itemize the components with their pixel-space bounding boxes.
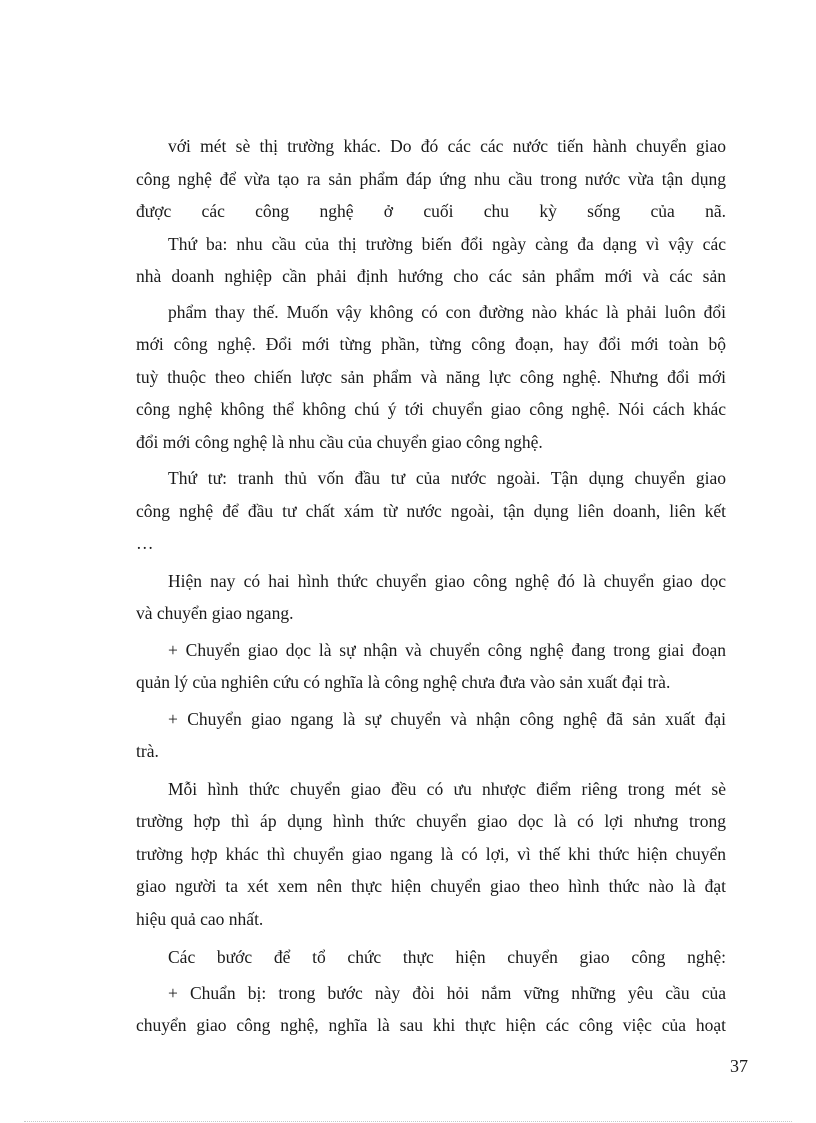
text-line: Thứ tư: tranh thủ vốn đầu tư của nước ngoài. Tận dụng chuyển giao [168, 468, 726, 488]
page-bottom-divider [24, 1121, 792, 1122]
text-line: đổi mới công nghệ là nhu cầu của chuyển giao công nghệ. [136, 431, 543, 452]
text-line: trường hợp khác thì chuyển giao ngang là có lợi, vì thế khi thức hiện chuyển [136, 843, 726, 864]
text-line: … [136, 533, 154, 553]
text-line: nhà doanh nghiệp cần phải định hướng cho các sản phẩm mới và các sản [136, 266, 726, 286]
text-line: Hiện nay có hai hình thức chuyển giao công nghệ đó là chuyển giao dọc [168, 570, 726, 591]
text-line: Các bước để tổ chức thực hiện chuyển giao công nghệ: [168, 947, 726, 967]
text-line: giao người ta xét xem nên thực hiện chuyển giao theo hình thức nào là đạt [136, 876, 726, 896]
body-text [136, 130, 726, 1042]
text-line: + Chuyển giao ngang là sự chuyển và nhận công nghệ đã sản xuất đại [168, 708, 726, 729]
text-line: chuyển giao công nghệ, nghĩa là sau khi thực hiện các công việc của hoạt [136, 1015, 726, 1035]
page-number: 37 [730, 1056, 748, 1076]
text-line: được các công nghệ ở cuối chu kỳ sống của nã. [136, 201, 726, 221]
text-line: + Chuyển giao dọc là sự nhận và chuyển công nghệ đang trong giai đoạn [168, 639, 726, 660]
text-line: trà. [136, 741, 159, 761]
text-line: trường hợp thì áp dụng hình thức chuyển giao dọc là có lợi nhưng trong [136, 811, 726, 831]
text-line: với mét sè thị trường khác. Do đó các các nước tiến hành chuyển giao [168, 136, 726, 156]
text-line: công nghệ để vừa tạo ra sản phẩm đáp ứng nhu cầu trong nước vừa tận dụng [136, 168, 726, 189]
text-line: phẩm thay thế. Muốn vậy không có con đường nào khác là phải luôn đổi [168, 301, 726, 322]
text-line: quản lý của nghiên cứu có nghĩa là công nghệ chưa đưa vào sản xuất đại trà. [136, 672, 671, 692]
text-line: tuỳ thuộc theo chiến lược sản phẩm và năng lực công nghệ. Nhưng đổi mới [136, 366, 726, 387]
text-line: Thứ ba: nhu cầu của thị trường biến đổi ngày càng đa dạng vì vậy các [168, 233, 726, 254]
text-line: + Chuẩn bị: trong bước này đòi hỏi nắm vững những yêu cầu của [168, 982, 726, 1003]
text-line: và chuyển giao ngang. [136, 603, 294, 623]
text-line: công nghệ để đầu tư chất xám từ nước ngoài, tận dụng liên doanh, liên kết [136, 500, 726, 521]
text-line: hiệu quả cao nhất. [136, 908, 264, 929]
text-line: công nghệ không thể không chú ý tới chuyển giao công nghệ. Nói cách khác [136, 399, 726, 419]
text-line: mới công nghệ. Đổi mới từng phần, từng công đoạn, hay đổi mới toàn bộ [136, 334, 726, 354]
text-line: Mỗi hình thức chuyển giao đều có ưu nhược điểm riêng trong mét sè [168, 778, 726, 799]
